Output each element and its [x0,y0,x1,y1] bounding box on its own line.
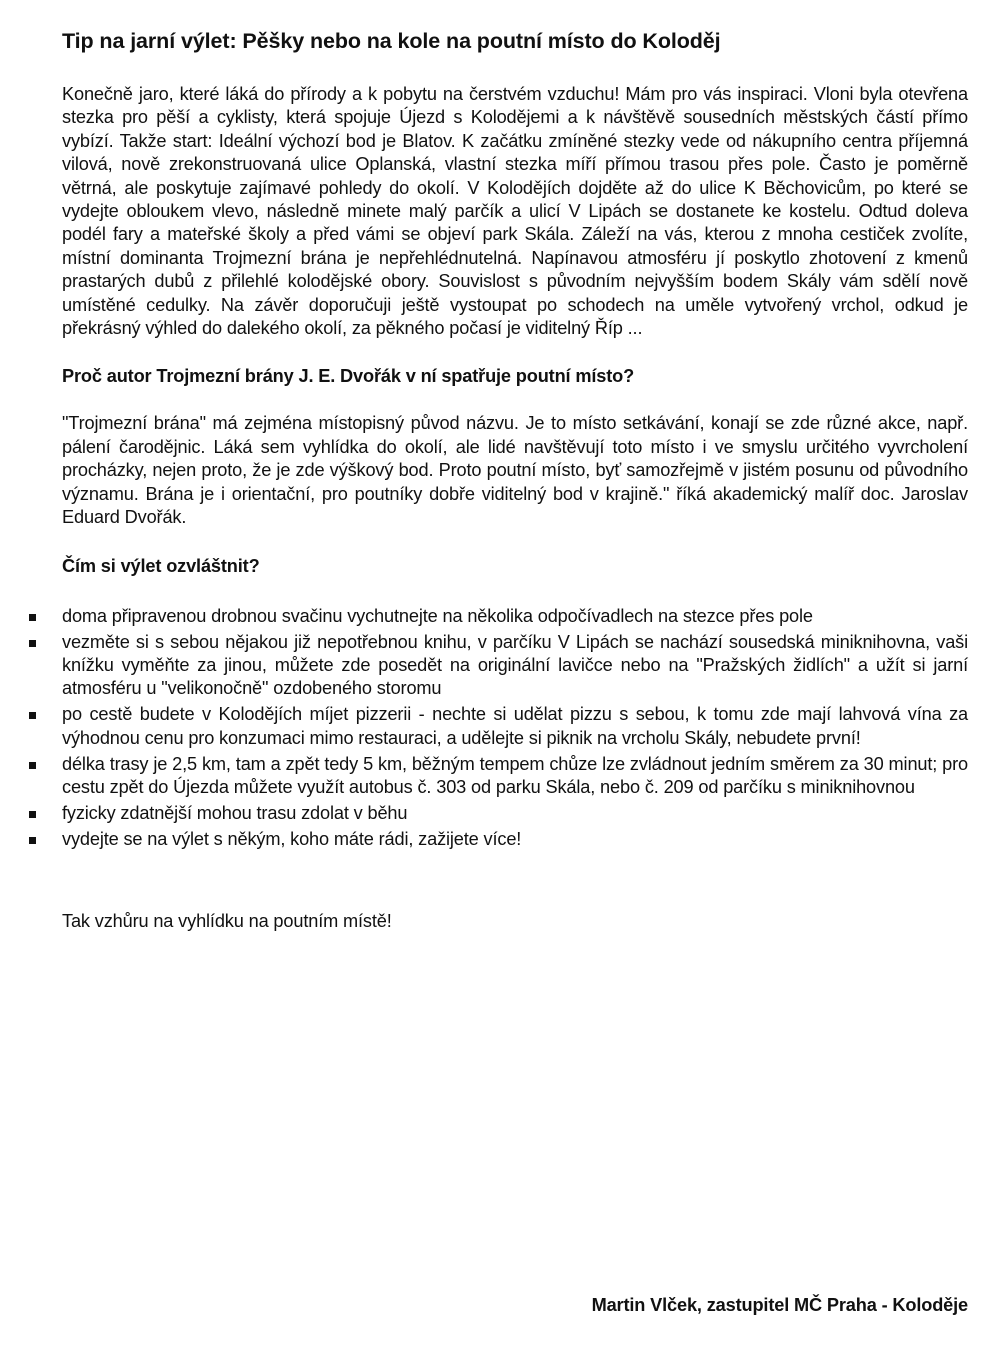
square-bullet-icon [29,837,36,844]
answer-paragraph: "Trojmezní brána" má zejména místopisný původ názvu. Je to místo setkávání, konají se zde různé akce, např. pálení čarodějnic. Láká sem vyhlídka do okolí, ale lidé navštěvují toto místo i ve smyslu určitého vyvrcholení procházky, nejen proto, že je zde výškový bod. Proto poutní místo, byť samozřejmě v jistém posunu od původního významu. Brána je i orientační, pro poutníky dobře viditelný bod v krajině." říká akademický malíř doc. Jaroslav Eduard Dvořák. [62,413,968,528]
tip-text: vydejte se na výlet s někým, koho máte rádi, zažijete více! [62,829,522,850]
square-bullet-icon [29,762,36,769]
square-bullet-icon [29,811,36,818]
tip-text: vezměte si s sebou nějakou již nepotřebnou knihu, v parčíku V Lipách se nachází sousedská miniknihovna, vaši knížku vyměňte za jinou, můžete zde posedět na originální lavičce nebo na "Pražských židlích" a užít si jarní atmosféru u "velikonočně" ozdobeného storomu [62,631,968,699]
closing-line: Tak vzhůru na vyhlídku na poutním místě! [62,910,392,931]
list-item [62,753,968,800]
list-item [62,828,968,851]
square-bullet-icon [29,640,36,647]
list-item [62,802,968,825]
tips-list [62,605,968,852]
square-bullet-icon [29,712,36,719]
tip-text: doma připravenou drobnou svačinu vychutnejte na několika odpočívadlech na stezce přes pole [62,605,813,626]
square-bullet-icon [29,614,36,621]
article-title: Tip na jarní výlet: Pěšky nebo na kole na poutní místo do Koloděj [62,29,721,53]
tip-text: po cestě budete v Kolodějích míjet pizzerii - nechte si udělat pizzu s sebou, k tomu zde mají lahvová vína za výhodnou cenu pro konzumaci mimo restauraci, a udělejte si piknik na vrcholu Skály, nebudete první! [62,704,968,748]
list-item [62,631,968,701]
intro-paragraph: Konečně jaro, které láká do přírody a k pobytu na čerstvém vzduchu! Mám pro vás inspiraci. Vloni byla otevřena stezka pro pěší a cyklisty, která spojuje Újezd s Kolodějemi a k návštěvě sousedních městských částí přímo vybízí. Takže start: Ideální výchozí bod je Blatov. K začátku zmíněné stezky vede od nákupního centra příjemná vilová, nově zrekonstruovaná ulice Oplanská, vlastní stezka míří přímou trasou přes pole. Často je poměrně větrná, ale poskytuje zajímavé pohledy do okolí. V Kolodějích dojděte až do ulice K Běchovicům, po které se vydejte obloukem vlevo, následně minete malý parčík a ulicí V Lipách se dostanete ke kostelu. Odtud doleva podél fary a mateřské školy a před vámi se objeví park Skála. Záleží na vás, kterou z mnoha cestiček zvolíte, místní dominanta Trojmezní brána je nepřehlédnutelná. Napínavou atmosféru jí poskytlo zhotovení z kmenů prastarých dubů z přilehlé kolodějské obory. Souvislost s původním nejvyšším bodem Skály vám sdělí nově umístěné cedulky. Na závěr doporučuji ještě vystoupat po schodech na uměle vytvořený vrchol, odkud je překrásný výhled do dalekého okolí, za pěkného počasí je viditelný Říp ... [62,84,968,339]
author-signature: Martin Vlček, zastupitel MČ Praha - Koloděje [591,1295,968,1315]
question-heading: Proč autor Trojmezní brány J. E. Dvořák v ní spatřuje poutní místo? [62,366,635,387]
article [62,24,968,933]
list-item [62,605,968,628]
tip-text: fyzicky zdatnější mohou trasu zdolat v běhu [62,803,408,824]
tips-heading: Čím si výlet ozvláštnit? [62,555,260,576]
tip-text: délka trasy je 2,5 km, tam a zpět tedy 5 km, běžným tempem chůze lze zvládnout jedním směrem za 30 minut; pro cestu zpět do Újezda můžete využít autobus č. 303 od parku Skála, nebo č. 209 od parčíku s miniknihovnou [62,753,968,798]
list-item [62,703,968,750]
